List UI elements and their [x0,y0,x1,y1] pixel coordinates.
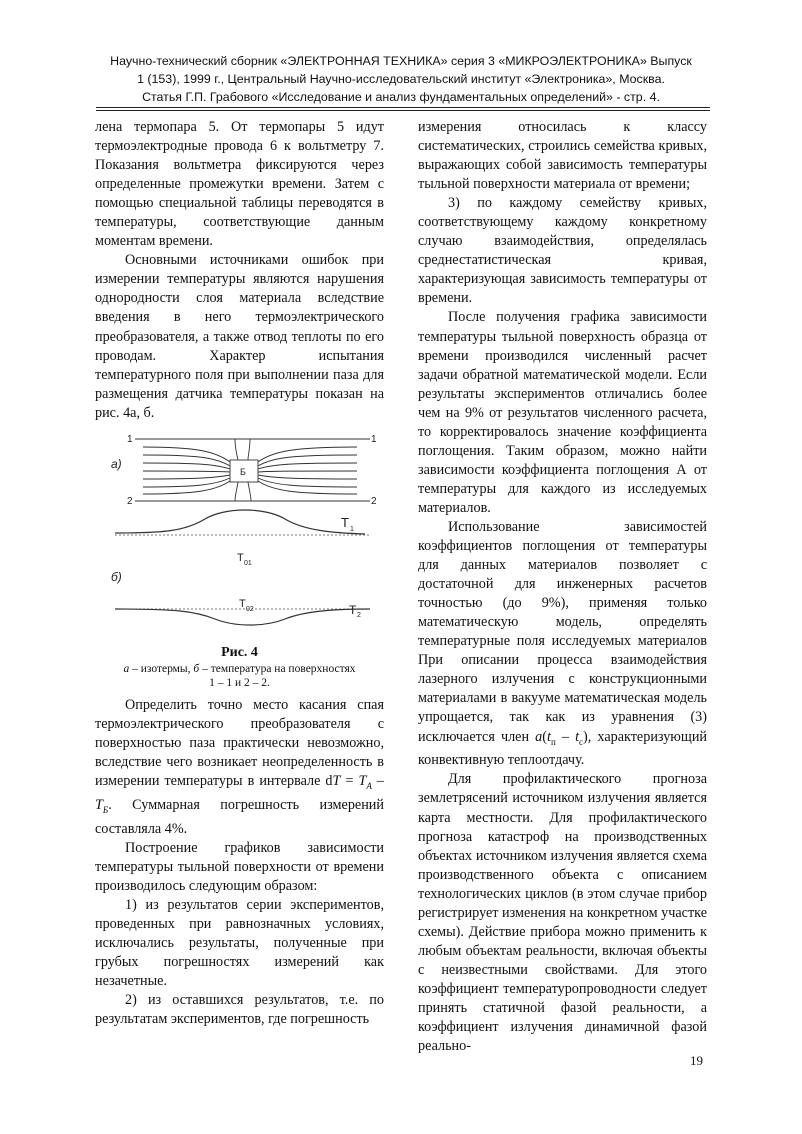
left-paragraph-4: Построение графиков зависимости температуры тыльной поверхности от времени производилось следующим образом: [95,839,384,894]
right-paragraph-5: Для профилактического прогноза землетрясений источником излучения является карта местности. Для профилактического прогноза катастроф на производственных объектах источником излучения является схема производственного объекта с описанием технологических циклов (в этом случае прибор регистрирует изменения на конкретном участке схемы). Действие прибора можно применить к любым объектам реальности, включая объекты с неизвестными свойствами. Для этого коэффициент температуропроводности следует принять статичной фазой реальности, а коэффициент излучения динамичной фазой реально- [418,771,708,1055]
label-b: б) [111,569,122,584]
header-line-3: Статья Г.П. Грабового «Исследование и анализ фундаментальных определений» - стр. 4. [142,90,660,104]
figure-caption-title: Рис. 4 [221,644,258,660]
label-a: а) [111,456,122,471]
journal-header [60,52,742,106]
label-t01: T [237,551,244,564]
figure-4 [95,431,384,690]
header-line-1: Научно-технический сборник «ЭЛЕКТРОННАЯ ТЕХНИКА» серия 3 «МИКРОЭЛЕКТРОНИКА» Выпуск [110,54,692,68]
right-paragraph-2: 3) по каждому семейству кривых, соответствующему каждому конкретному случаю взаимодействия, определялась среднестатистическая кривая, характеризующая зависимость температуры от времени. [418,195,707,307]
label-1-right: 1 [371,433,377,445]
right-paragraph-4: Использование зависимостей коэффициентов поглощения от температуры для данных материалов позволяет с достаточной для инженерных расчетов точностью (до 9%), применяя только математическую модель, определять температурные поля исследуемых материалов При описании процесса взаимодействия лазерного излучения с конструкционными материалами в вакууме математическая модель упрощается, так как из уравнения (3) исключается член $a(t_п - t_с)$, характеризующий конвективную теплоотдачу. [418,518,708,769]
right-paragraph-1: измерения относилась к классу систематических, строились семейства кривых, выражающих собой зависимость температуры тыльной поверхности материала от времени; [418,119,707,193]
left-paragraph-6: 2) из оставшихся результатов, т.е. по результатам экспериментов, где погрешность [95,992,384,1028]
temperature-curve-t2 [115,609,370,625]
left-paragraph-2: Основными источниками ошибок при измерении температуры являются нарушения однородности слоя материала вследствие введения в него термоэлектрического преобразователя, а также отвод теплоты по его проводам. Характер испытания температурного поля при выполнении паза для размещения датчика температуры показан на рис. 4а, б. [95,252,384,421]
caption-rest: – температура на поверхностях [199,662,356,675]
label-t01-sub: 01 [244,559,252,567]
caption-b: б [193,662,200,675]
label-2-left: 2 [127,495,133,507]
right-paragraph-3: После получения графика зависимости температуры тыльной поверхность образца от времени производился численный расчет задачи обратной математической модели. Если результаты экспериментов отличались более чем на 9% от результатов численного расчета, то корректировалось значение коэффициента поглощения. Таким образом, можно найти зависимости коэффициента поглощения А от температуры для каждого из исследуемых материалов. [418,309,707,516]
left-paragraph-3: Определить точно место касания спая термоэлектрического преобразователя с поверхностью паза практически невозможно, вследствие чего возникает неопределенность в измерении температуры в интервале dT = $T_A - T_Б$. Суммарная погрешность измерений составляла 4%. [95,696,384,837]
label-t02-sub: 02 [246,605,254,613]
caption-a: а [123,662,130,675]
temperature-curve-t1 [115,510,365,534]
figure-caption [95,662,384,690]
label-1-left: 1 [127,433,133,445]
header-rule-top [96,107,710,108]
caption-line-2: 1 – 1 и 2 – 2. [209,676,270,689]
header-line-2: 1 (153), 1999 г., Центральный Научно-исследовательский институт «Электроника», Москва. [137,72,665,86]
right-column [418,118,707,1056]
caption-mid: – изотермы, [129,662,194,675]
label-2-right: 2 [371,495,377,507]
label-t1-sub: 1 [350,525,354,533]
left-paragraph-5: 1) из результатов серии экспериментов, проведенных при равнозначных условиях, исключались результаты, полученные при грубых погрешностях измерений как незачетные. [95,896,384,990]
label-t1: T [341,514,349,530]
label-t2-sub: 2 [357,611,361,619]
left-column [95,118,384,1029]
page-number: 19 [690,1053,703,1068]
label-box-b: Б [240,466,246,477]
label-t02: T [239,597,246,610]
left-paragraph-1: лена термопара 5. От термопары 5 идут термоэлектродные провода 6 к вольтметру 7. Показания вольтметра фиксируются через определенные промежутки времени. Затем с помощью специальной таблицы переводятся в температуры, соответствующие данным моментам времени. [95,119,384,250]
figure-4-drawing [95,431,384,636]
header-rule-bottom [96,110,710,111]
label-t2: T [349,602,357,617]
